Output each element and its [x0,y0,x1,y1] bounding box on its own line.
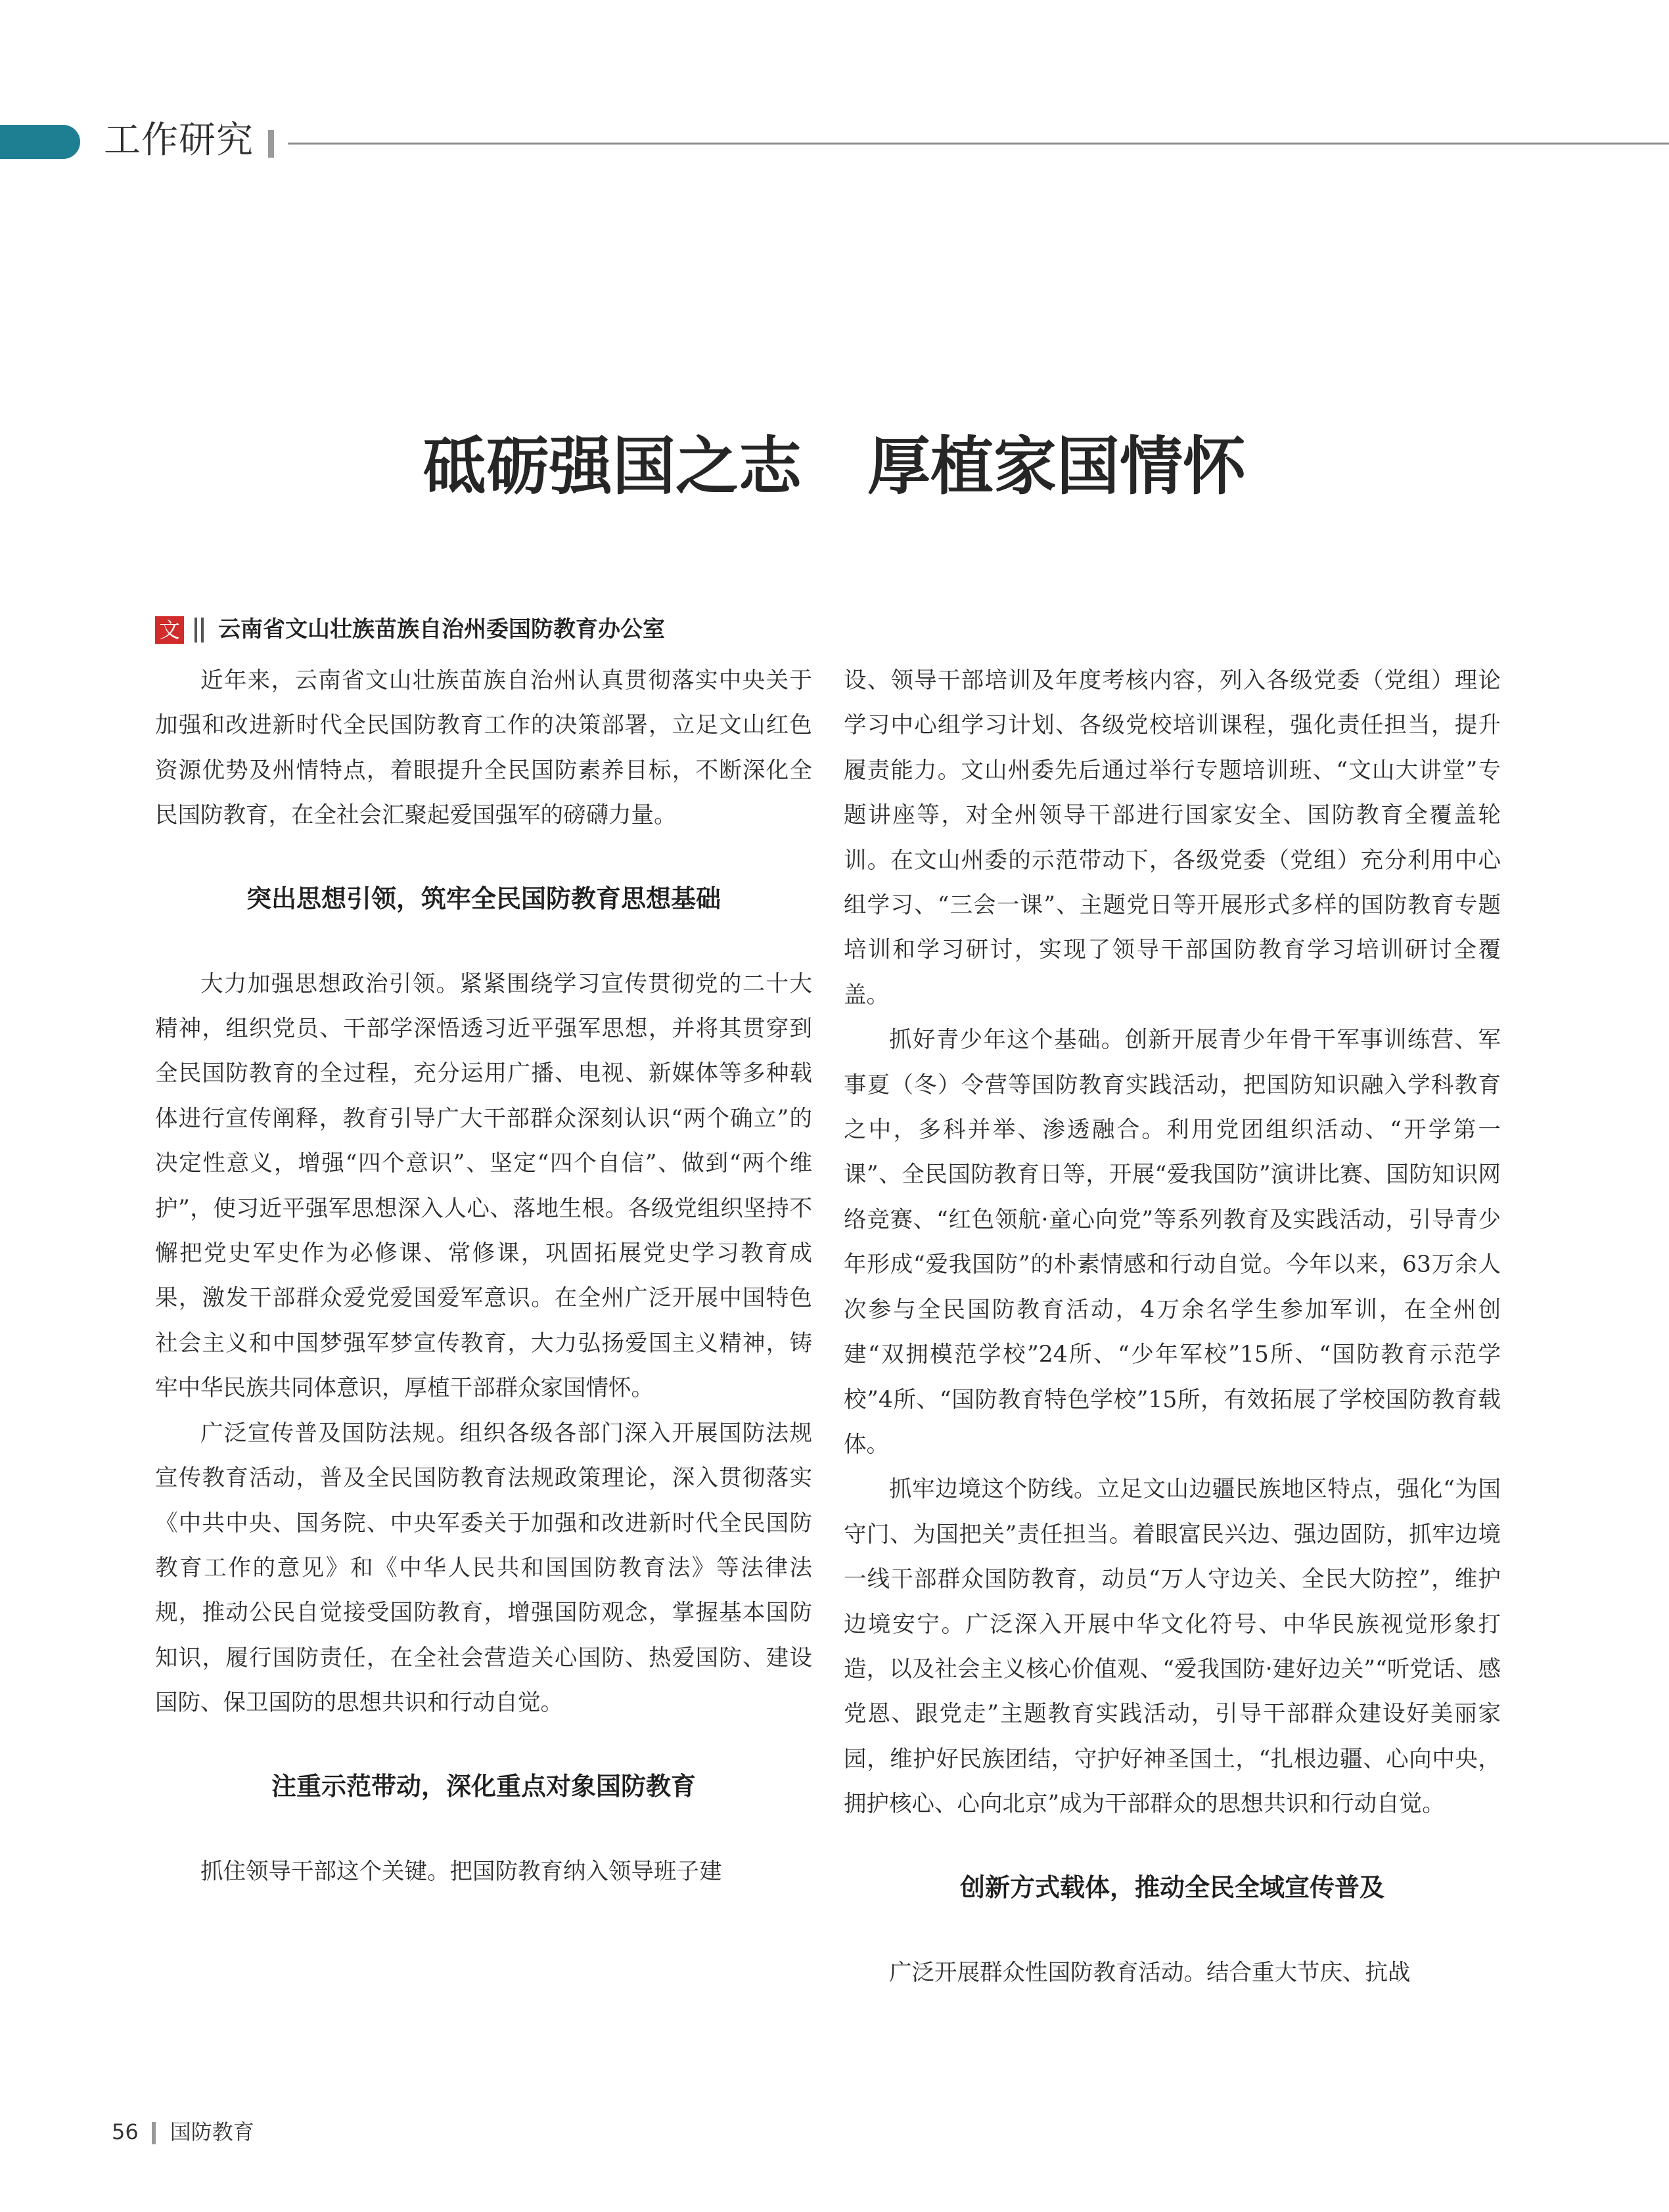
paragraph: 抓牢边境这个防线。立足文山边疆民族地区特点，强化“为国守门、为国把关”责任担当。着眼富民兴边、强边固防，抓牢边境一线干部群众国防教育，动员“万人守边关、全民大防控”，维护边境安宁。广泛深入开展中华文化符号、中华民族视觉形象打造，以及社会主义核心价值观、“爱我国防·建好边关”“听党话、感党恩、跟党走”主题教育实践活动，引导干部群众建设好美丽家园，维护好民族团结，守护好神圣国土，“扎根边疆、心向中央，拥护核心、心向北京”成为干部群众的思想共识和行动自觉。 [844,1476,1501,1818]
author-badge: 文 [155,616,184,644]
paragraph: 抓好青少年这个基础。创新开展青少年骨干军事训练营、军事夏（冬）令营等国防教育实践活动，把国防知识融入学科教育之中，多科并举、渗透融合。利用党团组织活动、“开学第一课”、全民国防教育日等，开展“爱我国防”演讲比赛、国防知识网络竞赛、“红色领航·童心向党”等系列教育及实践活动，引导青少年形成“爱我国防”的朴素情感和行动自觉。今年以来，63万余人次参与全民国防教育活动，4万余名学生参加军训，在全州创建“双拥模范学校”24所、“少年军校”15所、“国防教育示范学校”4所、“国防教育特色学校”15所，有效拓展了学校国防教育载体。 [844,1027,1501,1458]
paragraph: 广泛宣传普及国防法规。组织各级各部门深入开展国防法规宣传教育活动，普及全民国防教育法规政策理论，深入贯彻落实《中共中央、国务院、中央军委关于加强和改进新时代全民国防教育工作的意见》和《中华人民共和国国防教育法》等法律法规，推动公民自觉接受国防教育，增强国防观念，掌握基本国防知识，履行国防责任，在全社会营造关心国防、热爱国防、建设国防、保卫国防的思想共识和行动自觉。 [155,1420,812,1717]
magazine-name: 国防教育 [170,2119,254,2144]
header-rule [288,143,1669,145]
paragraph: 大力加强思想政治引领。紧紧围绕学习宣传贯彻党的二十大精神，组织党员、干部学深悟透习近平强军思想，并将其贯穿到全民国防教育的全过程，充分运用广播、电视、新媒体等多种载体进行宣传阐释，教育引导广大干部群众深刻认识“两个确立”的决定性意义，增强“四个意识”、坚定“四个自信”、做到“两个维护”，使习近平强军思想深入人心、落地生根。各级党组织坚持不懈把党史军史作为必修课、常修课，巩固拓展党史学习教育成果，激发干部群众爱党爱国爱军意识。在全州广泛开展中国特色社会主义和中国梦强军梦宣传教育，大力弘扬爱国主义精神，铸牢中华民族共同体意识，厚植干部群众家国情怀。 [155,970,812,1402]
left-column [155,658,812,1894]
author-divider [194,618,204,643]
section-heading-1: 突出思想引领，筑牢全民国防教育思想基础 [246,884,721,913]
section-heading-3: 创新方式载体，推动全民全域宣传普及 [959,1872,1384,1902]
footer-divider [152,2122,156,2144]
article-title [0,427,1669,506]
header-divider [268,130,274,158]
section-title: 工作研究 [104,119,254,162]
header-tab [0,125,80,159]
intro-paragraph: 近年来，云南省文山壮族苗族自治州认真贯彻落实中央关于加强和改进新时代全民国防教育工作的决策部署，立足文山红色资源优势及州情特点，着眼提升全民国防素养目标，不断深化全民国防教育，在全社会汇聚起爱国强军的磅礴力量。 [155,667,812,829]
page-number: 56 [112,2119,139,2144]
author-org: 云南省文山壮族苗族自治州委国防教育办公室 [218,616,665,643]
paragraph: 抓住领导干部这个关键。把国防教育纳入领导班子建 [200,1858,722,1885]
section-heading-2: 注重示范带动，深化重点对象国防教育 [271,1771,696,1801]
right-column [844,658,1501,1995]
paragraph: 广泛开展群众性国防教育活动。结合重大节庆、抗战 [889,1959,1411,1986]
page-footer [112,2117,254,2147]
article-title-part2: 厚植家国情怀 [867,430,1246,503]
paragraph: 设、领导干部培训及年度考核内容，列入各级党委（党组）理论学习中心组学习计划、各级党校培训课程，强化责任担当，提升履责能力。文山州委先后通过举行专题培训班、“文山大讲堂”专题讲座等，对全州领导干部进行国家安全、国防教育全覆盖轮训。在文山州委的示范带动下，各级党委（党组）充分利用中心组学习、“三会一课”、主题党日等开展形式多样的国防教育专题培训和学习研讨，实现了领导干部国防教育学习培训研讨全覆盖。 [844,667,1501,1008]
article-title-part1: 砥砺强国之志 [423,430,802,503]
